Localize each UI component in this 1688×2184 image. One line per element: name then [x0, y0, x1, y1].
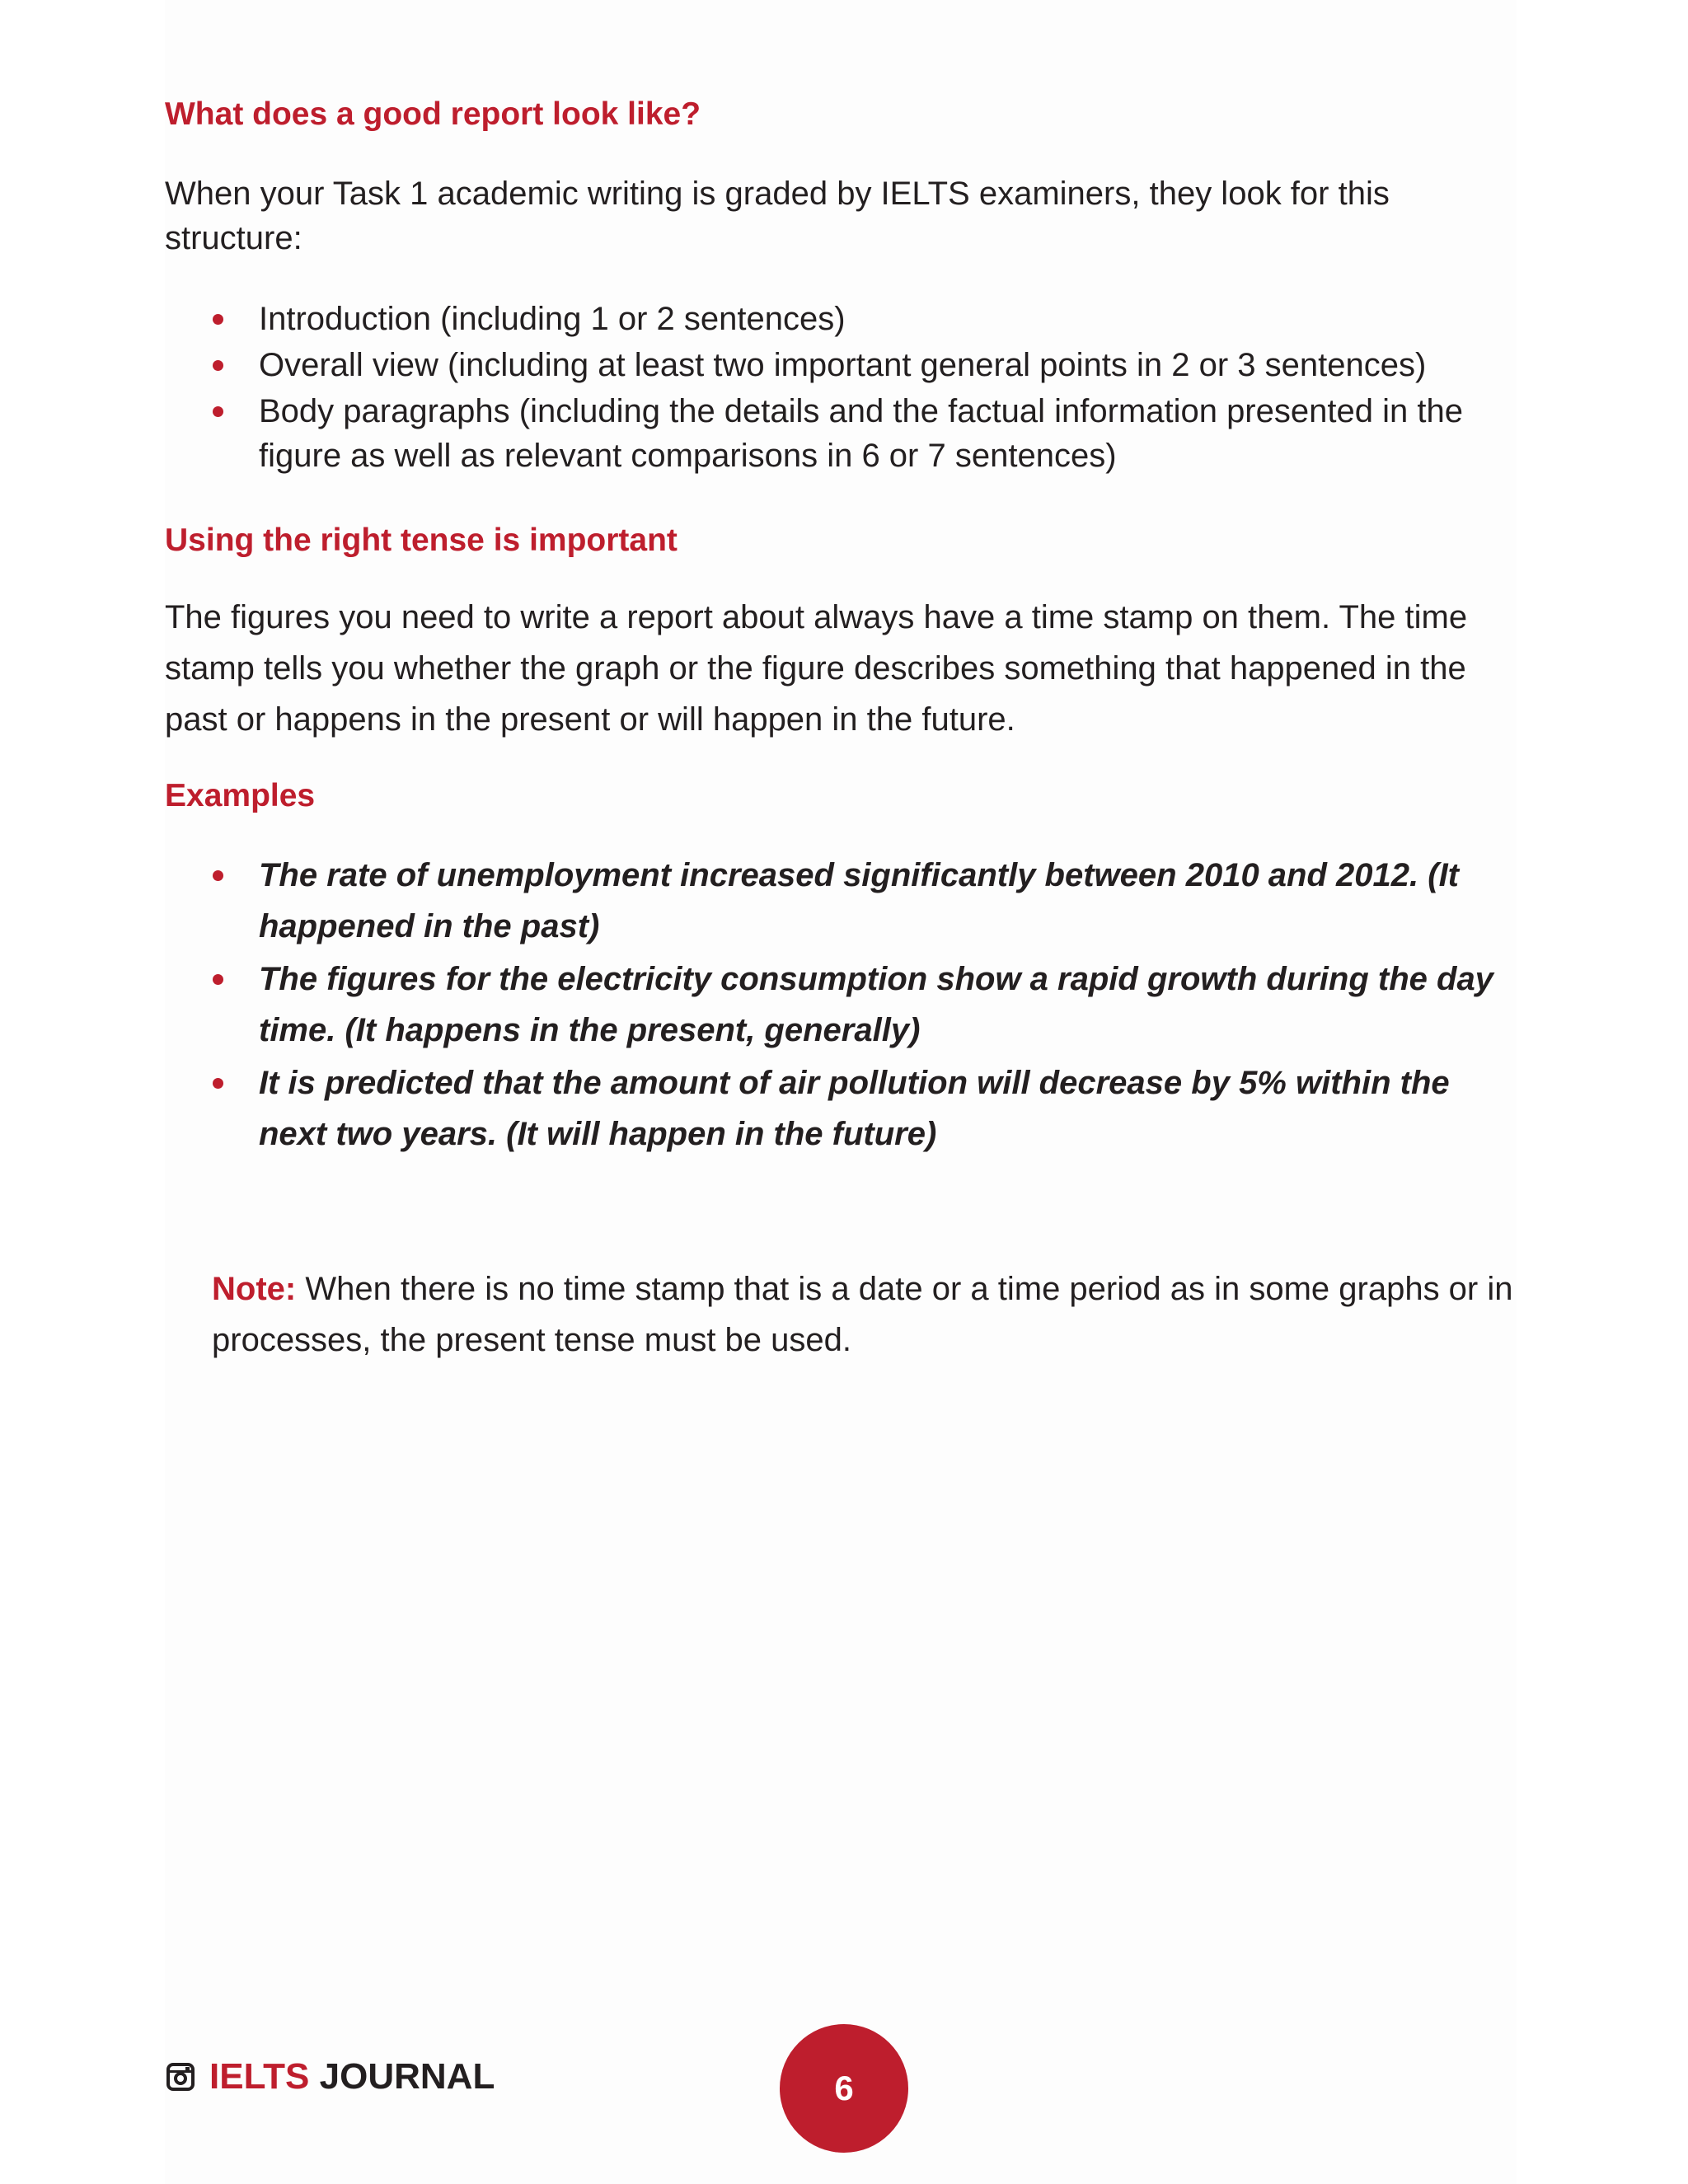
brand-name-part1: IELTS — [209, 2056, 310, 2097]
list-item — [165, 1057, 1517, 1160]
list-item — [165, 850, 1517, 952]
example-text: The figures for the electricity consumption show a rapid growth during the day time. (It happens in the present, generally) — [259, 961, 1493, 1048]
bullet-dot-icon — [213, 360, 223, 371]
list-item — [165, 297, 1517, 341]
heading-tense: Using the right tense is important — [165, 523, 678, 558]
list-item — [165, 389, 1517, 478]
note-paragraph — [212, 1263, 1522, 1366]
brand-name — [209, 2052, 495, 2102]
bullet-dot-icon — [213, 406, 223, 417]
footer-brand — [166, 2052, 495, 2102]
note-label: Note: — [212, 1271, 297, 1307]
structure-list — [165, 297, 1517, 480]
bullet-dot-icon — [213, 870, 223, 881]
bullet-dot-icon — [213, 974, 223, 985]
heading-examples: Examples — [165, 778, 316, 813]
bullet-dot-icon — [213, 314, 223, 325]
list-item — [165, 954, 1517, 1056]
heading-good-report: What does a good report look like? — [165, 96, 701, 132]
examples-list — [165, 850, 1517, 1161]
brand-name-part2: JOURNAL — [319, 2056, 495, 2097]
note-text: When there is no time stamp that is a date or a time period as in some graphs or in processes, the present tense must be used. — [212, 1271, 1513, 1358]
page-number-badge — [780, 2024, 908, 2153]
bullet-dot-icon — [213, 1078, 223, 1089]
intro-paragraph: When your Task 1 academic writing is graded by IELTS examiners, they look for this structure: — [165, 176, 1390, 256]
list-item — [165, 343, 1517, 387]
tense-paragraph: The figures you need to write a report about always have a time stamp on them. The time stamp tells you whether the graph or the figure describes something that happened in the past or happens in the present or will happen in the future. — [165, 599, 1468, 738]
instagram-icon — [166, 2063, 195, 2091]
list-item-text: Body paragraphs (including the details and the factual information presented in the figure as well as relevant comparisons in 6 or 7 sentences) — [259, 393, 1463, 474]
list-item-text: Introduction (including 1 or 2 sentences) — [259, 301, 846, 337]
example-text: The rate of unemployment increased significantly between 2010 and 2012. (It happened in the past) — [259, 857, 1459, 944]
list-item-text: Overall view (including at least two important general points in 2 or 3 sentences) — [259, 347, 1427, 383]
example-text: It is predicted that the amount of air pollution will decrease by 5% within the next two years. (It will happen in the future) — [259, 1065, 1450, 1152]
page-number: 6 — [834, 2069, 854, 2107]
